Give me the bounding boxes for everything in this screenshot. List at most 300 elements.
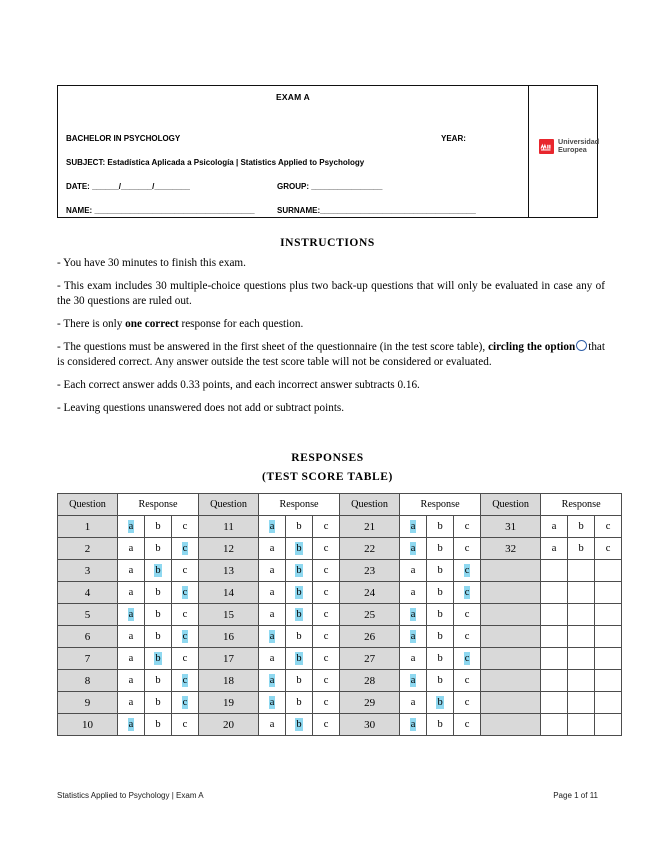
option-letter: c xyxy=(464,631,470,642)
response-option-cell[interactable] xyxy=(118,560,145,582)
question-number-cell: 1 xyxy=(58,516,118,538)
response-option-cell[interactable] xyxy=(172,582,199,604)
question-number-cell: 17 xyxy=(199,648,259,670)
response-option-cell[interactable] xyxy=(400,692,427,714)
selected-option-mark: a xyxy=(410,631,416,642)
instruction-item-5: - Each correct answer adds 0.33 points, and each incorrect answer subtracts 0.16. xyxy=(57,379,420,391)
response-option-cell[interactable] xyxy=(427,626,454,648)
question-number-cell: 14 xyxy=(199,582,259,604)
table-row xyxy=(58,538,622,560)
response-option-cell[interactable] xyxy=(118,538,145,560)
response-option-cell[interactable] xyxy=(313,692,340,714)
option-letter: c xyxy=(182,719,188,730)
selected-option-mark: b xyxy=(155,653,161,664)
question-number-cell: 22 xyxy=(340,538,400,560)
option-letter: b xyxy=(155,631,161,642)
option-letter: c xyxy=(605,521,611,532)
instruction-4-bold: circling the option xyxy=(488,341,576,353)
option-letter: a xyxy=(128,675,134,686)
response-option-cell[interactable] xyxy=(286,538,313,560)
response-option-cell[interactable] xyxy=(286,582,313,604)
logo-cell xyxy=(529,86,600,217)
response-option-cell[interactable] xyxy=(400,714,427,736)
option-letter: c xyxy=(323,543,329,554)
option-letter: c xyxy=(323,653,329,664)
response-option-cell[interactable] xyxy=(454,604,481,626)
selected-option-mark: a xyxy=(410,609,416,620)
question-number-cell: 8 xyxy=(58,670,118,692)
instruction-3-post: response for each question. xyxy=(178,318,304,330)
question-number-cell: 11 xyxy=(199,516,259,538)
question-number-cell: 24 xyxy=(340,582,400,604)
response-option-cell[interactable] xyxy=(568,582,595,604)
question-number-cell: 30 xyxy=(340,714,400,736)
response-option-cell[interactable] xyxy=(400,648,427,670)
selected-option-mark: a xyxy=(128,719,134,730)
response-option-cell[interactable] xyxy=(568,560,595,582)
response-option-cell[interactable] xyxy=(118,516,145,538)
selected-option-mark: c xyxy=(182,697,188,708)
option-letter: b xyxy=(437,587,443,598)
response-option-cell[interactable] xyxy=(541,582,568,604)
response-option-cell[interactable] xyxy=(259,516,286,538)
option-letter: c xyxy=(323,587,329,598)
response-option-cell[interactable] xyxy=(172,538,199,560)
response-option-cell[interactable] xyxy=(541,692,568,714)
selected-option-mark: b xyxy=(155,565,161,576)
instruction-item-4 xyxy=(57,340,605,370)
question-number-cell: 31 xyxy=(481,516,541,538)
response-option-cell[interactable] xyxy=(286,648,313,670)
selected-option-mark: c xyxy=(464,587,470,598)
response-option-cell[interactable] xyxy=(568,714,595,736)
exam-header-box xyxy=(57,85,598,218)
option-letter: c xyxy=(464,697,470,708)
response-option-cell[interactable] xyxy=(118,714,145,736)
footer-left-text: Statistics Applied to Psychology | Exam A xyxy=(57,791,204,800)
response-option-cell[interactable] xyxy=(568,670,595,692)
question-number-cell xyxy=(481,692,541,714)
response-option-cell[interactable] xyxy=(541,670,568,692)
page-footer xyxy=(57,791,598,800)
question-number-cell: 3 xyxy=(58,560,118,582)
option-letter: a xyxy=(410,653,416,664)
response-option-cell[interactable] xyxy=(454,582,481,604)
question-number-cell: 13 xyxy=(199,560,259,582)
name-field[interactable]: NAME: ____________________________________ xyxy=(66,206,255,215)
instruction-item-6: - Leaving questions unanswered does not add or subtract points. xyxy=(57,402,345,414)
response-option-cell[interactable] xyxy=(172,516,199,538)
question-number-cell: 20 xyxy=(199,714,259,736)
response-option-cell[interactable] xyxy=(595,714,622,736)
option-letter: b xyxy=(155,587,161,598)
option-letter: b xyxy=(437,543,443,554)
response-option-cell[interactable] xyxy=(595,670,622,692)
response-option-cell[interactable] xyxy=(145,516,172,538)
logo-text-line2: Europea xyxy=(558,145,587,155)
selected-option-mark: b xyxy=(296,719,302,730)
response-option-cell[interactable] xyxy=(427,692,454,714)
response-option-cell[interactable] xyxy=(313,582,340,604)
response-option-cell[interactable] xyxy=(286,714,313,736)
exam-title: EXAM A xyxy=(276,92,310,102)
option-letter: c xyxy=(182,653,188,664)
response-option-cell[interactable] xyxy=(259,670,286,692)
question-number-cell: 12 xyxy=(199,538,259,560)
instructions-heading: INSTRUCTIONS xyxy=(280,237,375,249)
option-letter: c xyxy=(323,719,329,730)
response-option-cell[interactable] xyxy=(118,582,145,604)
selected-option-mark: a xyxy=(410,719,416,730)
response-option-cell[interactable] xyxy=(259,714,286,736)
option-letter: c xyxy=(323,697,329,708)
option-letter: c xyxy=(605,543,611,554)
table-row xyxy=(58,582,622,604)
selected-option-mark: b xyxy=(296,565,302,576)
response-option-cell[interactable] xyxy=(427,604,454,626)
instructions-body xyxy=(57,256,605,424)
table-row xyxy=(58,714,622,736)
question-number-cell: 18 xyxy=(199,670,259,692)
option-letter: c xyxy=(464,719,470,730)
circle-outline-icon xyxy=(576,340,587,351)
selected-option-mark: c xyxy=(182,587,188,598)
option-letter: c xyxy=(464,543,470,554)
selected-option-mark: c xyxy=(464,653,470,664)
option-letter: b xyxy=(296,675,302,686)
option-letter: a xyxy=(269,609,275,620)
response-option-cell[interactable] xyxy=(541,560,568,582)
response-header-2: Response xyxy=(259,494,340,516)
response-option-cell[interactable] xyxy=(286,604,313,626)
option-letter: b xyxy=(578,543,584,554)
question-number-cell: 25 xyxy=(340,604,400,626)
degree-label: BACHELOR IN PSYCHOLOGY xyxy=(66,134,181,143)
table-row xyxy=(58,626,622,648)
response-option-cell[interactable] xyxy=(145,582,172,604)
option-letter: b xyxy=(578,521,584,532)
option-letter: a xyxy=(128,631,134,642)
response-option-cell[interactable] xyxy=(427,582,454,604)
response-option-cell[interactable] xyxy=(454,670,481,692)
question-number-cell: 4 xyxy=(58,582,118,604)
question-number-cell: 21 xyxy=(340,516,400,538)
response-option-cell[interactable] xyxy=(427,560,454,582)
response-option-cell[interactable] xyxy=(259,582,286,604)
option-letter: c xyxy=(464,521,470,532)
response-option-cell[interactable] xyxy=(400,626,427,648)
response-option-cell[interactable] xyxy=(259,626,286,648)
question-header-2: Question xyxy=(199,494,259,516)
response-option-cell[interactable] xyxy=(172,560,199,582)
response-option-cell[interactable] xyxy=(541,714,568,736)
response-option-cell[interactable] xyxy=(172,714,199,736)
response-option-cell[interactable] xyxy=(145,692,172,714)
response-option-cell[interactable] xyxy=(118,648,145,670)
response-option-cell[interactable] xyxy=(313,714,340,736)
selected-option-mark: a xyxy=(269,675,275,686)
response-option-cell[interactable] xyxy=(400,604,427,626)
question-number-cell: 28 xyxy=(340,670,400,692)
question-number-cell: 32 xyxy=(481,538,541,560)
response-option-cell[interactable] xyxy=(172,604,199,626)
test-score-table xyxy=(57,493,622,736)
instruction-3-pre: - There is only xyxy=(57,318,126,330)
response-option-cell[interactable] xyxy=(286,516,313,538)
response-option-cell[interactable] xyxy=(454,648,481,670)
response-option-cell[interactable] xyxy=(400,560,427,582)
question-header-4: Question xyxy=(481,494,541,516)
table-row xyxy=(58,560,622,582)
selected-option-mark: a xyxy=(410,675,416,686)
selected-option-mark: a xyxy=(410,521,416,532)
subject-label: SUBJECT: Estadística Aplicada a Psicología | Statistics Applied to Psychology xyxy=(66,158,365,167)
response-option-cell[interactable] xyxy=(313,516,340,538)
response-option-cell[interactable] xyxy=(118,670,145,692)
option-letter: b xyxy=(155,543,161,554)
response-option-cell[interactable] xyxy=(427,714,454,736)
instruction-item-1: - You have 30 minutes to finish this exam. xyxy=(57,257,246,269)
response-option-cell[interactable] xyxy=(145,648,172,670)
response-option-cell[interactable] xyxy=(568,692,595,714)
logo-text-line1: Universidad xyxy=(558,137,600,146)
option-letter: b xyxy=(437,521,443,532)
question-number-cell: 23 xyxy=(340,560,400,582)
instruction-item-2: - This exam includes 30 multiple-choice questions plus two back-up questions that will only be evaluated in case any of the 30 questions are ruled out. xyxy=(57,280,605,307)
response-option-cell[interactable] xyxy=(286,560,313,582)
response-option-cell[interactable] xyxy=(595,560,622,582)
option-letter: b xyxy=(437,719,443,730)
question-number-cell: 2 xyxy=(58,538,118,560)
selected-option-mark: a xyxy=(410,543,416,554)
response-option-cell[interactable] xyxy=(568,538,595,560)
group-field[interactable]: GROUP: ________________ xyxy=(277,182,383,191)
question-number-cell xyxy=(481,670,541,692)
table-row xyxy=(58,692,622,714)
option-letter: b xyxy=(155,521,161,532)
response-option-cell[interactable] xyxy=(595,582,622,604)
option-letter: a xyxy=(410,697,416,708)
response-option-cell[interactable] xyxy=(145,604,172,626)
response-option-cell[interactable] xyxy=(172,692,199,714)
response-option-cell[interactable] xyxy=(541,648,568,670)
option-letter: a xyxy=(410,587,416,598)
selected-option-mark: a xyxy=(269,521,275,532)
response-option-cell[interactable] xyxy=(454,714,481,736)
response-option-cell[interactable] xyxy=(118,626,145,648)
response-option-cell[interactable] xyxy=(259,604,286,626)
response-option-cell[interactable] xyxy=(454,692,481,714)
response-option-cell[interactable] xyxy=(454,516,481,538)
instruction-3-bold: one correct xyxy=(125,318,179,330)
response-option-cell[interactable] xyxy=(427,538,454,560)
selected-option-mark: b xyxy=(296,609,302,620)
selected-option-mark: b xyxy=(296,543,302,554)
response-option-cell[interactable] xyxy=(595,626,622,648)
table-row xyxy=(58,648,622,670)
response-header-3: Response xyxy=(400,494,481,516)
instruction-4-post: that is considered correct. Any answer outside the test score table will not be considered or evaluated. xyxy=(57,341,606,368)
response-option-cell[interactable] xyxy=(541,516,568,538)
question-number-cell: 5 xyxy=(58,604,118,626)
option-letter: b xyxy=(155,719,161,730)
response-option-cell[interactable] xyxy=(568,604,595,626)
question-number-cell xyxy=(481,648,541,670)
response-option-cell[interactable] xyxy=(145,560,172,582)
response-option-cell[interactable] xyxy=(313,670,340,692)
option-letter: b xyxy=(296,521,302,532)
response-option-cell[interactable] xyxy=(568,516,595,538)
option-letter: b xyxy=(437,631,443,642)
response-option-cell[interactable] xyxy=(286,692,313,714)
option-letter: b xyxy=(437,675,443,686)
response-option-cell[interactable] xyxy=(454,538,481,560)
option-letter: a xyxy=(269,653,275,664)
response-option-cell[interactable] xyxy=(454,626,481,648)
response-option-cell[interactable] xyxy=(118,692,145,714)
selected-option-mark: a xyxy=(128,521,134,532)
question-number-cell: 19 xyxy=(199,692,259,714)
response-option-cell[interactable] xyxy=(172,648,199,670)
option-letter: b xyxy=(155,675,161,686)
question-header-1: Question xyxy=(58,494,118,516)
option-letter: a xyxy=(128,697,134,708)
response-option-cell[interactable] xyxy=(595,604,622,626)
question-number-cell: 15 xyxy=(199,604,259,626)
response-option-cell[interactable] xyxy=(568,648,595,670)
table-body xyxy=(58,516,622,736)
responses-heading: RESPONSES xyxy=(291,452,364,464)
option-letter: c xyxy=(323,609,329,620)
option-letter: a xyxy=(269,587,275,598)
option-letter: a xyxy=(551,521,557,532)
question-number-cell xyxy=(481,604,541,626)
table-header xyxy=(58,494,622,516)
response-option-cell[interactable] xyxy=(313,538,340,560)
question-number-cell: 7 xyxy=(58,648,118,670)
option-letter: c xyxy=(464,675,470,686)
question-number-cell xyxy=(481,626,541,648)
response-option-cell[interactable] xyxy=(427,670,454,692)
response-option-cell[interactable] xyxy=(145,714,172,736)
question-number-cell: 6 xyxy=(58,626,118,648)
response-option-cell[interactable] xyxy=(427,648,454,670)
option-letter: b xyxy=(437,653,443,664)
response-option-cell[interactable] xyxy=(595,516,622,538)
year-label: YEAR: xyxy=(441,134,466,143)
response-option-cell[interactable] xyxy=(313,560,340,582)
question-number-cell: 29 xyxy=(340,692,400,714)
response-option-cell[interactable] xyxy=(541,538,568,560)
option-letter: b xyxy=(296,631,302,642)
response-option-cell[interactable] xyxy=(286,626,313,648)
option-letter: b xyxy=(155,697,161,708)
response-option-cell[interactable] xyxy=(145,670,172,692)
option-letter: a xyxy=(269,719,275,730)
selected-option-mark: a xyxy=(128,609,134,620)
response-option-cell[interactable] xyxy=(595,538,622,560)
question-number-cell: 9 xyxy=(58,692,118,714)
question-number-cell: 10 xyxy=(58,714,118,736)
question-number-cell xyxy=(481,714,541,736)
option-letter: a xyxy=(269,565,275,576)
option-letter: b xyxy=(296,697,302,708)
question-number-cell: 16 xyxy=(199,626,259,648)
selected-option-mark: b xyxy=(296,587,302,598)
instruction-item-3 xyxy=(57,317,605,332)
option-letter: c xyxy=(323,521,329,532)
table-header-row xyxy=(58,494,622,516)
response-option-cell[interactable] xyxy=(454,560,481,582)
option-letter: c xyxy=(182,565,188,576)
exam-header-main xyxy=(58,86,529,217)
option-letter: b xyxy=(437,565,443,576)
logo-text xyxy=(558,138,599,155)
response-option-cell[interactable] xyxy=(259,648,286,670)
response-option-cell[interactable] xyxy=(145,538,172,560)
university-logo xyxy=(539,138,599,155)
question-header-3: Question xyxy=(340,494,400,516)
option-letter: b xyxy=(437,609,443,620)
option-letter: b xyxy=(155,609,161,620)
option-letter: a xyxy=(128,543,134,554)
option-letter: c xyxy=(182,521,188,532)
response-option-cell[interactable] xyxy=(400,670,427,692)
response-option-cell[interactable] xyxy=(313,626,340,648)
response-option-cell[interactable] xyxy=(400,538,427,560)
response-option-cell[interactable] xyxy=(541,604,568,626)
table-row xyxy=(58,670,622,692)
question-number-cell xyxy=(481,582,541,604)
date-field[interactable]: DATE: ______/_______/________ xyxy=(66,182,190,191)
option-letter: c xyxy=(323,565,329,576)
response-option-cell[interactable] xyxy=(568,626,595,648)
option-letter: a xyxy=(128,565,134,576)
option-letter: c xyxy=(182,609,188,620)
response-option-cell[interactable] xyxy=(259,538,286,560)
selected-option-mark: b xyxy=(296,653,302,664)
response-option-cell[interactable] xyxy=(313,604,340,626)
response-option-cell[interactable] xyxy=(259,560,286,582)
response-option-cell[interactable] xyxy=(172,670,199,692)
response-option-cell[interactable] xyxy=(595,648,622,670)
option-letter: c xyxy=(323,675,329,686)
selected-option-mark: a xyxy=(269,697,275,708)
response-header-1: Response xyxy=(118,494,199,516)
response-option-cell[interactable] xyxy=(259,692,286,714)
response-option-cell[interactable] xyxy=(400,582,427,604)
selected-option-mark: a xyxy=(269,631,275,642)
response-option-cell[interactable] xyxy=(313,648,340,670)
table-row xyxy=(58,516,622,538)
table-row xyxy=(58,604,622,626)
response-option-cell[interactable] xyxy=(286,670,313,692)
surname-field[interactable]: SURNAME:___________________________________ xyxy=(277,206,476,215)
response-option-cell[interactable] xyxy=(145,626,172,648)
footer-page-number: Page 1 of 11 xyxy=(553,791,598,800)
response-option-cell[interactable] xyxy=(427,516,454,538)
response-option-cell[interactable] xyxy=(541,626,568,648)
option-letter: a xyxy=(269,543,275,554)
response-option-cell[interactable] xyxy=(172,626,199,648)
selected-option-mark: b xyxy=(437,697,443,708)
option-letter: a xyxy=(128,587,134,598)
question-number-cell xyxy=(481,560,541,582)
question-number-cell: 27 xyxy=(340,648,400,670)
response-option-cell[interactable] xyxy=(595,692,622,714)
response-option-cell[interactable] xyxy=(400,516,427,538)
response-option-cell[interactable] xyxy=(118,604,145,626)
